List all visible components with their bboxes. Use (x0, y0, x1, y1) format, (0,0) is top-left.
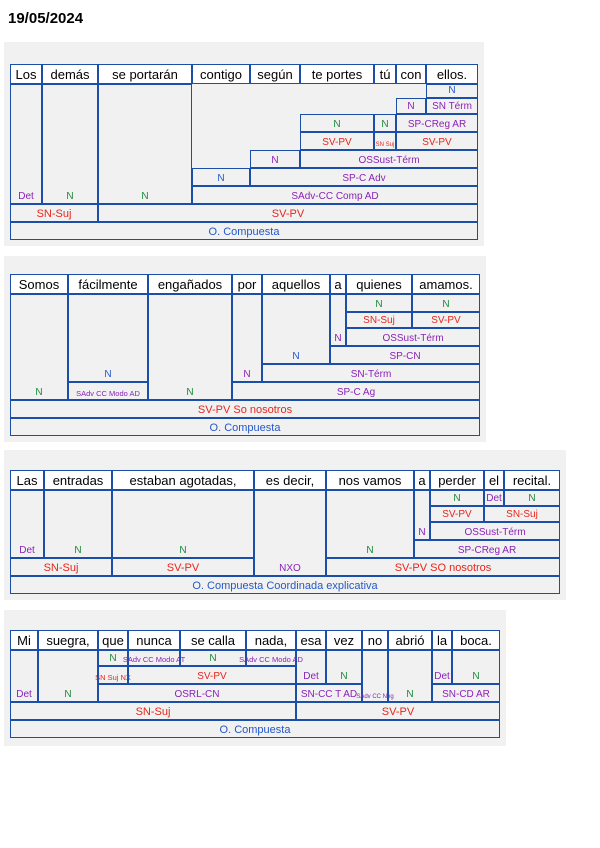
analysis-label: SN-Suj (10, 204, 98, 222)
analysis-label: SN Térm (426, 98, 478, 114)
word-cell: no (362, 630, 388, 650)
word-cell: según (250, 64, 300, 84)
analysis-label: N (326, 650, 362, 684)
analysis-label: OSSust-Térm (300, 150, 478, 168)
word-cell: amamos. (412, 274, 480, 294)
analysis-label: N (330, 294, 346, 346)
word-cell: a (414, 470, 430, 490)
analysis-label: SV-PV (430, 506, 484, 522)
word-cell: el (484, 470, 504, 490)
analysis-label: N (232, 294, 262, 382)
word-cell: a (330, 274, 346, 294)
analysis-label: SP-C Adv (250, 168, 478, 186)
analysis-label: SAdv CC Neg (362, 650, 388, 702)
analysis-label: N (98, 650, 128, 666)
analysis-label: O. Compuesta (10, 418, 480, 436)
word-cell: que (98, 630, 128, 650)
analysis-label: OSRL-CN (98, 684, 296, 702)
analysis-label: SV-PV So nosotros (10, 400, 480, 418)
word-cell: boca. (452, 630, 500, 650)
analysis-label: N (38, 650, 98, 702)
analysis-label: N (42, 84, 98, 204)
analysis-label: N (98, 84, 192, 204)
analysis-label: Det (432, 650, 452, 684)
analysis-label: Det (484, 490, 504, 506)
word-cell: tú (374, 64, 396, 84)
analysis-label: SV-PV (296, 702, 500, 720)
analysis-label: SP-CReg AR (396, 114, 478, 132)
analysis-label: SN-CC T AD (296, 684, 362, 702)
word-cell: Mi (10, 630, 38, 650)
word-cell: te portes (300, 64, 374, 84)
analysis-label: N (414, 490, 430, 540)
analysis-label: N (68, 294, 148, 382)
word-cell: engañados (148, 274, 232, 294)
analysis-label: O. Compuesta Coordinada explicativa (10, 576, 560, 594)
word-cell: Los (10, 64, 42, 84)
analysis-label: N (180, 650, 246, 666)
analysis-label: N (452, 650, 500, 684)
analysis-label: Det (296, 650, 326, 684)
analysis-label: SV-PV (112, 558, 254, 576)
word-cell: quienes (346, 274, 412, 294)
analysis-label: SV-PV (412, 312, 480, 328)
analysis-label: O. Compuesta (10, 720, 500, 738)
analysis-label: SP-CN (330, 346, 480, 364)
analysis-label: SN-Suj (10, 558, 112, 576)
analysis-label: SV-PV SO nosotros (326, 558, 560, 576)
word-cell: entradas (44, 470, 112, 490)
analysis-label: N (148, 294, 232, 400)
analysis-label: NXO (254, 490, 326, 576)
analysis-label: SP-C Ag (232, 382, 480, 400)
word-cell: demás (42, 64, 98, 84)
analysis-label: OSSust-Térm (346, 328, 480, 346)
date-heading: 19/05/2024 (8, 10, 84, 27)
word-cell: estaban agotadas, (112, 470, 254, 490)
analysis-label: SV-PV (98, 204, 478, 222)
analysis-label: N (504, 490, 560, 506)
analysis-label: N (430, 490, 484, 506)
word-cell: Somos (10, 274, 68, 294)
analysis-label: N (300, 114, 374, 132)
analysis-label: SN-Suj (484, 506, 560, 522)
word-cell: la (432, 630, 452, 650)
analysis-label: N (10, 294, 68, 400)
word-cell: con (396, 64, 426, 84)
analysis-label: SN-CD AR (432, 684, 500, 702)
word-cell: perder (430, 470, 484, 490)
analysis-label: N (396, 98, 426, 114)
analysis-label: SN-Térm (262, 364, 480, 382)
analysis-label: SAdv CC Modo AD (246, 650, 296, 666)
analysis-label: OSSust-Térm (430, 522, 560, 540)
analysis-label: N (426, 84, 478, 98)
analysis-label: N (192, 168, 250, 186)
word-cell: ellos. (426, 64, 478, 84)
analysis-label: SV-PV (396, 132, 478, 150)
analysis-label: N (112, 490, 254, 558)
word-cell: por (232, 274, 262, 294)
word-cell: Las (10, 470, 44, 490)
word-cell: se calla (180, 630, 246, 650)
word-cell: aquellos (262, 274, 330, 294)
analysis-label: N (412, 294, 480, 312)
analysis-label: N (388, 650, 432, 702)
analysis-label: SV-PV (300, 132, 374, 150)
word-cell: recital. (504, 470, 560, 490)
analysis-label: SAdv CC Modo AT (128, 650, 180, 666)
analysis-label: N (374, 114, 396, 132)
analysis-label: N (346, 294, 412, 312)
analysis-label: N (262, 294, 330, 364)
analysis-label: SAdv-CC Comp AD (192, 186, 478, 204)
word-cell: suegra, (38, 630, 98, 650)
word-cell: vez (326, 630, 362, 650)
analysis-label: SP-CReg AR (414, 540, 560, 558)
analysis-label: SN-Suj (346, 312, 412, 328)
analysis-label: SN-Suj (10, 702, 296, 720)
analysis-label: SN Suj (374, 132, 396, 150)
word-cell: nos vamos (326, 470, 414, 490)
analysis-label: Det (10, 84, 42, 204)
analysis-label: N (44, 490, 112, 558)
word-cell: se portarán (98, 64, 192, 84)
word-cell: nada, (246, 630, 296, 650)
word-cell: contigo (192, 64, 250, 84)
analysis-label: N (250, 150, 300, 168)
word-cell: esa (296, 630, 326, 650)
analysis-label: Det (10, 650, 38, 702)
analysis-label: SV-PV (128, 666, 296, 684)
word-cell: fácilmente (68, 274, 148, 294)
analysis-label: Det (10, 490, 44, 558)
analysis-label: SN Suj NX (98, 666, 128, 684)
analysis-label: N (326, 490, 414, 558)
word-cell: es decir, (254, 470, 326, 490)
word-cell: nunca (128, 630, 180, 650)
analysis-label: SAdv CC Modo AD (68, 382, 148, 400)
word-cell: abrió (388, 630, 432, 650)
analysis-label: O. Compuesta (10, 222, 478, 240)
